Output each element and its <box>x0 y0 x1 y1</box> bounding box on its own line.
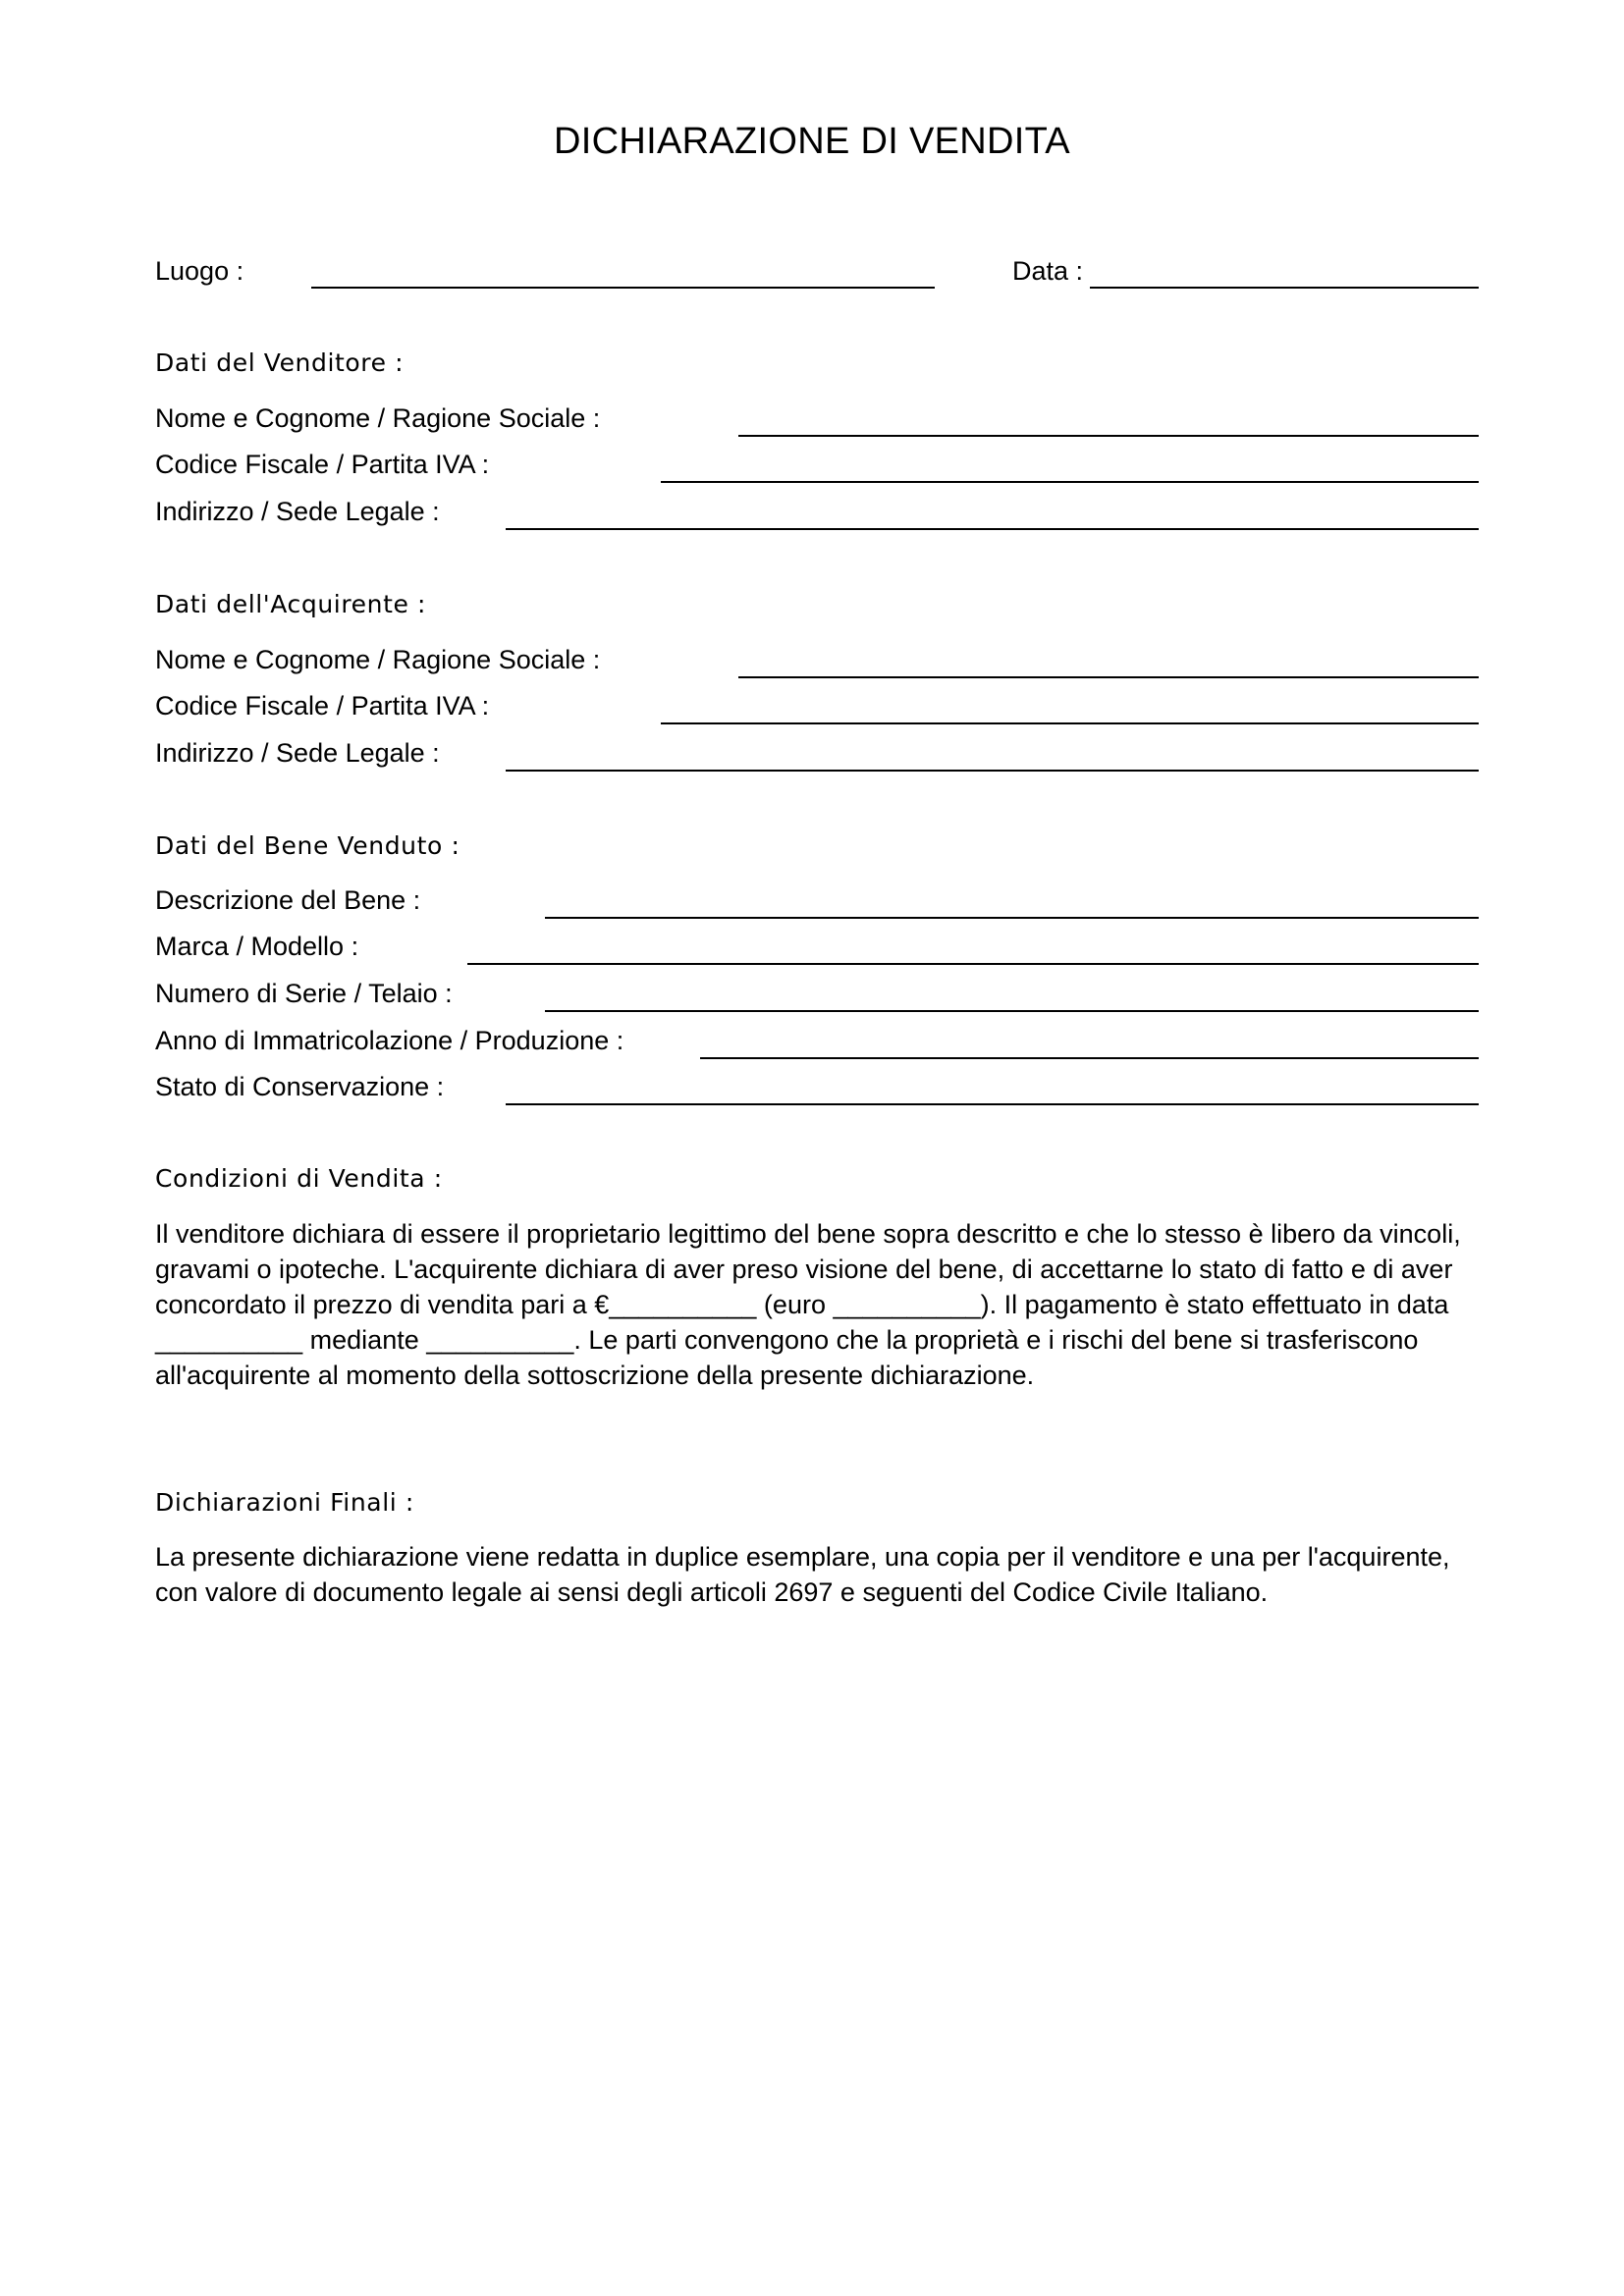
final-text: La presente dichiarazione viene redatta in duplice esemplare, una copia per il venditore e una per l'acquirente, con valore di documento legale ai sensi degli articoli 2697 e seguenti del Codice Civile Italiano. <box>155 1542 1450 1607</box>
conditions-heading: Condizioni di Vendita : <box>155 1164 443 1193</box>
buyer-tax-label: Codice Fiscale / Partita IVA : <box>155 691 490 721</box>
item-condition-label: Stato di Conservazione : <box>155 1072 445 1101</box>
buyer-name-field[interactable] <box>738 676 1479 678</box>
seller-tax-field[interactable] <box>661 481 1479 483</box>
seller-heading: Dati del Venditore : <box>155 348 405 377</box>
item-serial-field[interactable] <box>545 1010 1479 1012</box>
item-description-label: Descrizione del Bene : <box>155 885 421 915</box>
item-description-field[interactable] <box>545 917 1479 919</box>
final-heading: Dichiarazioni Finali : <box>155 1488 414 1517</box>
item-brand-label: Marca / Modello : <box>155 932 359 961</box>
seller-tax-label: Codice Fiscale / Partita IVA : <box>155 450 490 479</box>
buyer-name-label: Nome e Cognome / Ragione Sociale : <box>155 645 601 674</box>
item-heading: Dati del Bene Venduto : <box>155 831 460 860</box>
item-serial-label: Numero di Serie / Telaio : <box>155 979 453 1008</box>
place-field[interactable] <box>311 287 935 289</box>
buyer-address-label: Indirizzo / Sede Legale : <box>155 738 440 768</box>
buyer-address-field[interactable] <box>506 770 1479 772</box>
buyer-heading: Dati dell'Acquirente : <box>155 590 427 618</box>
item-year-label: Anno di Immatricolazione / Produzione : <box>155 1026 624 1055</box>
place-label: Luogo : <box>155 256 244 286</box>
seller-name-label: Nome e Cognome / Ragione Sociale : <box>155 403 601 433</box>
document-title: DICHIARAZIONE DI VENDITA <box>554 121 1070 162</box>
seller-address-field[interactable] <box>506 528 1479 530</box>
date-field[interactable] <box>1090 287 1479 289</box>
item-year-field[interactable] <box>700 1057 1479 1059</box>
conditions-text: Il venditore dichiara di essere il proprietario legittimo del bene sopra descritto e che lo stesso è libero da vincoli, gravami o ipoteche. L'acquirente dichiara di aver preso visione del bene, di accettarne lo stato di fatto e di aver concordato il prezzo di vendita pari a €__________ (euro __________). Il pagamento è stato effettuato in data __________ mediante __________. Le parti convengono che la proprietà e i rischi del bene si trasferiscono all'acquirente al momento della sottoscrizione della presente dichiarazione. <box>155 1219 1461 1390</box>
item-brand-field[interactable] <box>467 963 1479 965</box>
date-label: Data : <box>1012 256 1084 286</box>
buyer-tax-field[interactable] <box>661 722 1479 724</box>
seller-name-field[interactable] <box>738 435 1479 437</box>
seller-address-label: Indirizzo / Sede Legale : <box>155 497 440 526</box>
item-condition-field[interactable] <box>506 1103 1479 1105</box>
